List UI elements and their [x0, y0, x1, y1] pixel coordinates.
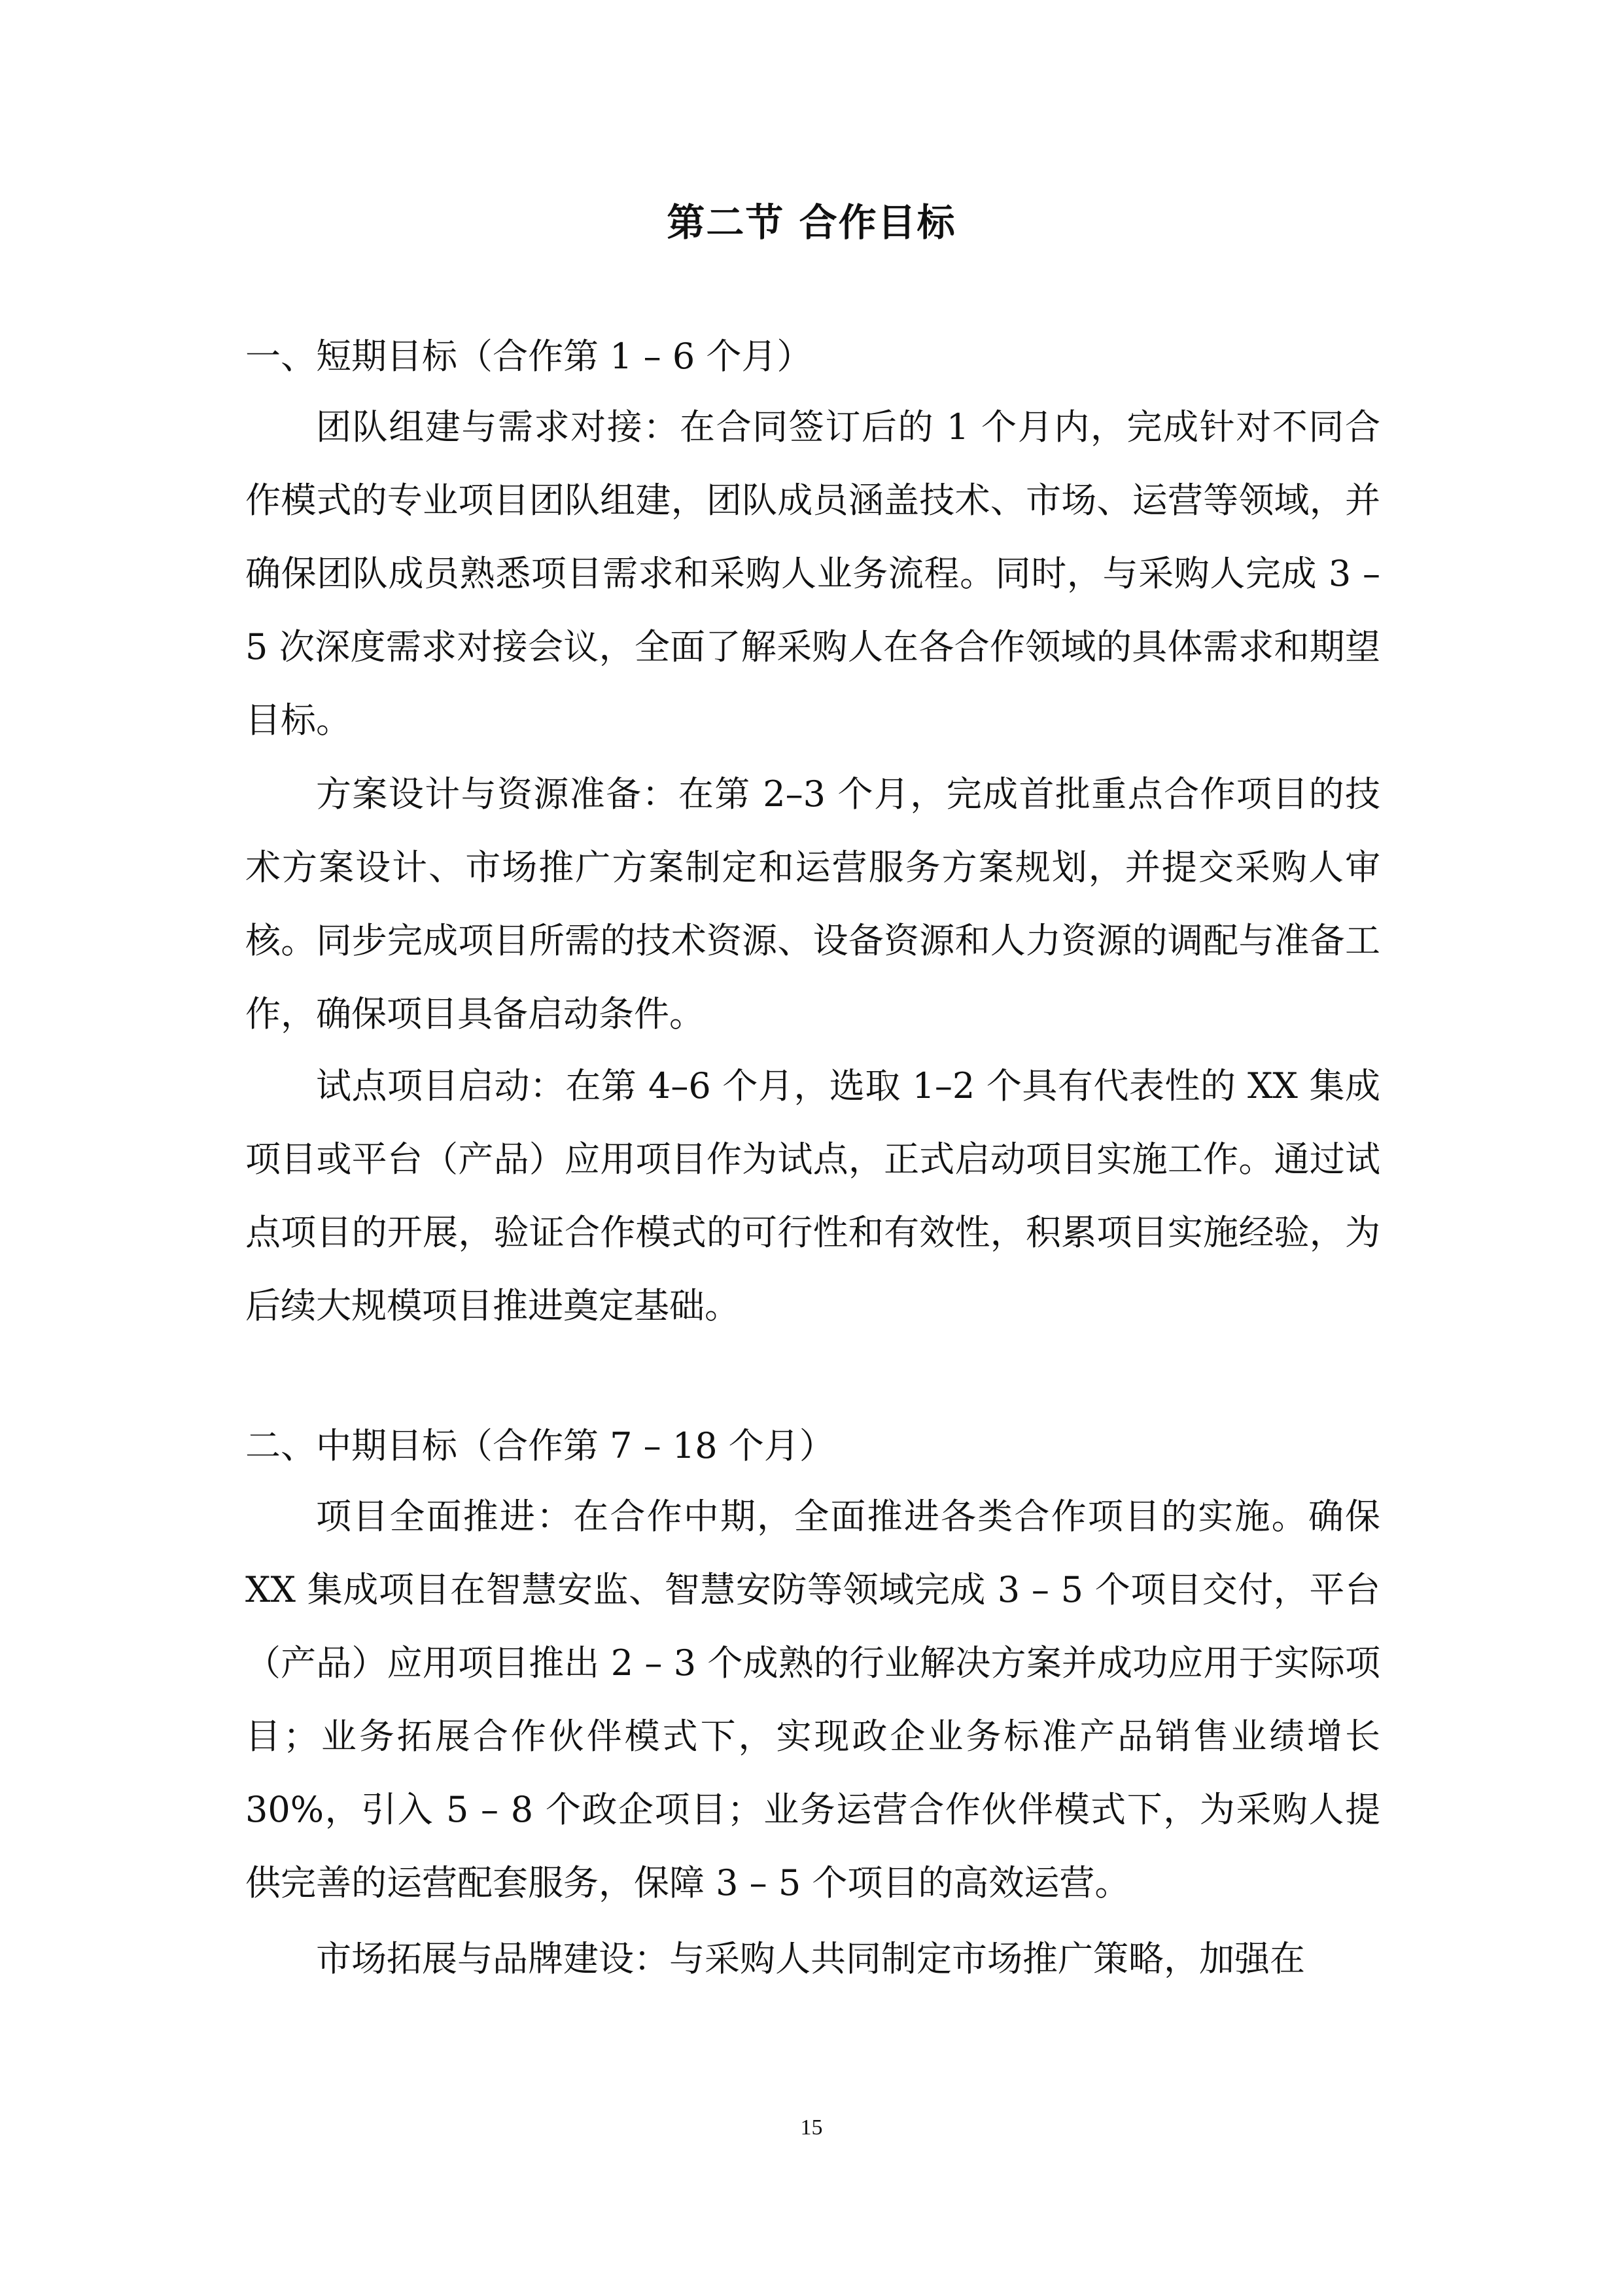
short-term-heading: 一、短期目标（合作第 1 – 6 个月） — [245, 336, 812, 377]
paragraph-team-building: 团队组建与需求对接：在合同签订后的 1 个月内，完成针对不同合作模式的专业项目团队组建，团队成员涵盖技术、市场、运营等领域，并确保团队成员熟悉项目需求和采购人业务流程。同时，与采购人完成 3 – 5 次深度需求对接会议，全面了解采购人在各合作领域的具体需求和期望目标。 — [245, 406, 1380, 741]
paragraph-pilot-project: 试点项目启动：在第 4–6 个月，选取 1–2 个具有代表性的 XX 集成项目或平台（产品）应用项目作为试点，正式启动项目实施工作。通过试点项目的开展，验证合作模式的可行性和有效性，积累项目实施经验，为后续大规模项目推进奠定基础。 — [245, 1065, 1380, 1326]
page-number: 15 — [800, 2115, 823, 2140]
mid-term-heading: 二、中期目标（合作第 7 – 18 个月） — [245, 1425, 835, 1466]
section-title: 第二节 合作目标 — [667, 200, 956, 245]
paragraph-market-expansion: 市场拓展与品牌建设：与采购人共同制定市场推广策略，加强在 — [316, 1938, 1305, 1979]
paragraph-project-advance: 项目全面推进：在合作中期，全面推进各类合作项目的实施。确保 XX 集成项目在智慧安监、智慧安防等领域完成 3 – 5 个项目交付，平台（产品）应用项目推出 2 – 3 个成熟的行业解决方案并成功应用于实际项目；业务拓展合作伙伴模式下，实现政企业务标准产品销售业绩增长 30%，引入 5 – 8 个政企项目；业务运营合作伙伴模式下，为采购人提供完善的运营配套服务，保障 3 – 5 个项目的高效运营。 — [245, 1496, 1380, 1903]
paragraph-plan-design: 方案设计与资源准备：在第 2–3 个月，完成首批重点合作项目的技术方案设计、市场推广方案制定和运营服务方案规划，并提交采购人审核。同步完成项目所需的技术资源、设备资源和人力资源的调配与准备工作，确保项目具备启动条件。 — [245, 773, 1380, 1034]
